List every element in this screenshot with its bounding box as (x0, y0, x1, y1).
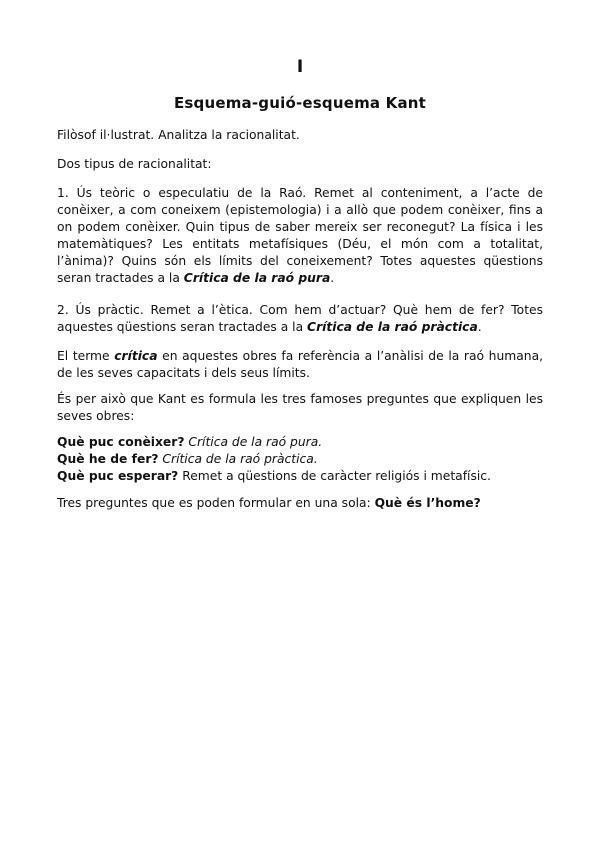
critique-term: crítica (114, 349, 158, 363)
theoretical-use-text: 1. Ús teòric o especulatiu de la Raó. Remet al conteniment, a l’acte de conèixer, a com coneixem (epistemologia) i a allò que podem conèixer, fins a on podem conèixer. Quin tipus de saber mereix ser reconegut? La física i les matemàtiques? Les entitats metafísiques (Déu, el món com a totalitat, l’ànima)? Quins són els límits del coneixement? Totes aquestes qüestions seran tractades a la (57, 186, 543, 285)
question-line (57, 468, 543, 485)
final-text: Tres preguntes que es poden formular en una sola: (57, 496, 375, 510)
practical-work-title: Crítica de la raó pràctica (307, 320, 478, 334)
question-text: Què puc esperar? (57, 469, 179, 483)
intro-paragraph: Filòsof il·lustrat. Analitza la racionalitat. (57, 128, 300, 142)
question-line (57, 451, 543, 468)
types-intro-paragraph: Dos tipus de racionalitat: (57, 157, 212, 171)
final-question: Què és l’home? (374, 496, 481, 510)
practical-use-paragraph (57, 302, 543, 336)
question-line (57, 434, 543, 451)
practical-end: . (477, 320, 482, 334)
questions-list (57, 434, 543, 485)
questions-intro-paragraph: És per això que Kant es formula les tres famoses preguntes que expliquen les seves obres: (57, 392, 543, 423)
question-text: Què he de fer? (57, 452, 159, 466)
theoretical-work-title: Crítica de la raó pura (183, 271, 331, 285)
question-text: Què puc conèixer? (57, 435, 185, 449)
document-title: Esquema-guió-esquema Kant (173, 94, 427, 112)
theoretical-use-paragraph (57, 185, 543, 287)
theoretical-end: . (330, 271, 335, 285)
critique-after: en aquestes obres fa referència a l’anàlisi de la raó humana, de les seves capacitats i dels seus límits. (57, 349, 544, 380)
practical-use-text: 2. Ús pràctic. Remet a l’ètica. Com hem d’actuar? Què hem de fer? Totes aquestes qüestions seran tractades a la (57, 303, 543, 334)
question-answer: Crítica de la raó pura. (184, 435, 323, 449)
critique-before: El terme (57, 349, 115, 363)
critique-paragraph (57, 348, 543, 382)
final-paragraph (57, 495, 543, 512)
question-answer: Crítica de la raó pràctica. (158, 452, 318, 466)
question-answer: Remet a qüestions de caràcter religiós i metafísic. (178, 469, 491, 483)
chapter-number: I (296, 57, 304, 77)
